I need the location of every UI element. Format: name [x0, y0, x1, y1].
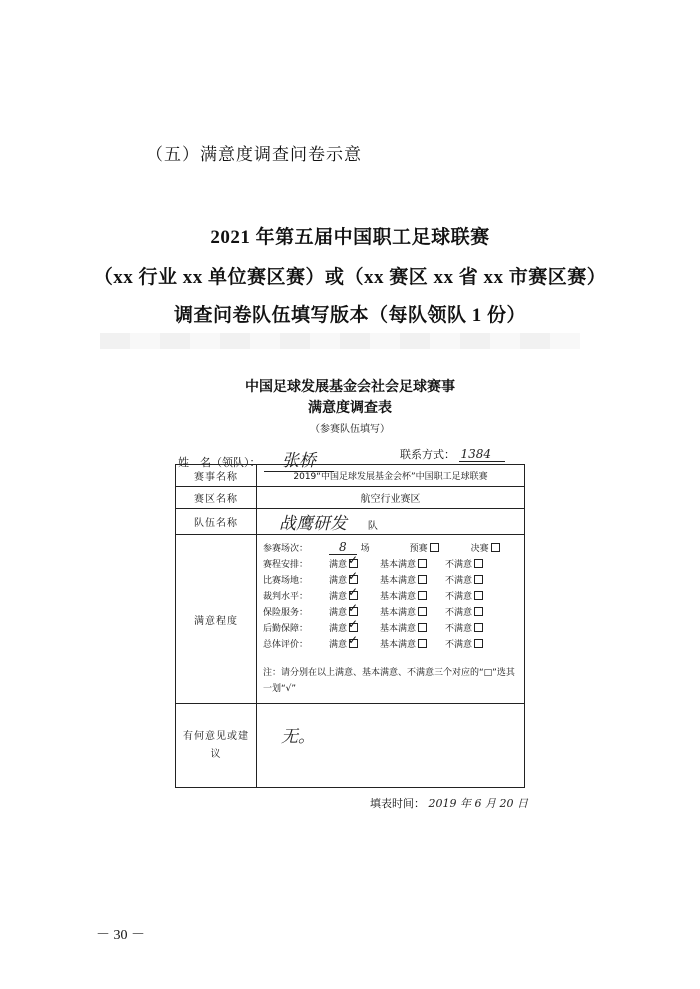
fill-time-label: 填表时间：	[370, 797, 425, 810]
survey-table	[175, 464, 525, 788]
fill-time-value: 2019 年 6 月 20 日	[428, 797, 528, 810]
rating-option-basic[interactable]	[380, 573, 427, 586]
rating-option-label: 满意	[329, 591, 348, 602]
matches-row	[263, 539, 518, 555]
rating-checkbox[interactable]	[349, 639, 358, 648]
rating-row	[263, 587, 518, 603]
rating-option-label: 基本满意	[380, 639, 417, 650]
rating-row	[263, 603, 518, 619]
rating-row	[263, 571, 518, 587]
zone-label: 赛区名称	[176, 487, 257, 509]
satisfaction-cell	[257, 535, 525, 704]
rating-label: 总体评价：	[263, 639, 309, 650]
rating-option-basic[interactable]	[380, 637, 427, 650]
rating-checkbox[interactable]	[349, 591, 358, 600]
prelim-option[interactable]	[410, 541, 439, 554]
event-value: 2019“中国足球发展基金会杯”中国职工足球联赛	[257, 465, 525, 487]
rating-checkbox[interactable]	[474, 591, 483, 600]
rating-option-unsatisfied[interactable]	[445, 605, 483, 618]
rating-option-label: 不满意	[445, 623, 473, 634]
rating-option-label: 不满意	[445, 559, 473, 570]
rating-label: 裁判水平：	[263, 591, 309, 602]
opinion-label: 有何意见或建议	[176, 704, 257, 788]
contact-value: 1384	[459, 447, 506, 462]
rating-option-label: 不满意	[445, 639, 473, 650]
form-title-1: 中国足球发展基金会社会足球赛事	[245, 379, 455, 395]
rating-option-unsatisfied[interactable]	[445, 621, 483, 634]
matches-value: 8	[329, 540, 357, 555]
rating-checkbox[interactable]	[418, 575, 427, 584]
fill-time	[370, 795, 528, 811]
event-row	[176, 465, 525, 487]
rating-row	[263, 635, 518, 651]
rating-option-label: 基本满意	[380, 575, 417, 586]
document-title-line-3: 调查问卷队伍填写版本（每队领队 1 份）	[173, 305, 526, 326]
rating-checkbox[interactable]	[349, 607, 358, 616]
final-option[interactable]	[471, 541, 500, 554]
rating-items	[263, 555, 518, 651]
rating-option-label: 基本满意	[380, 623, 417, 634]
zone-row	[176, 487, 525, 509]
prelim-checkbox[interactable]	[430, 543, 439, 552]
rating-checkbox[interactable]	[474, 623, 483, 632]
rating-option-label: 满意	[329, 575, 348, 586]
form-title-2: 满意度调查表	[308, 400, 392, 416]
rating-label: 后勤保障：	[263, 623, 309, 634]
rating-checkbox[interactable]	[349, 575, 358, 584]
form-title-3: （参赛队伍填写）	[310, 424, 390, 435]
form-note: 注：请分别在以上满意、基本满意、不满意三个对应的“□”选其一划“√”	[263, 668, 515, 694]
contact-field	[400, 446, 505, 462]
rating-label: 赛程安排：	[263, 559, 309, 570]
rating-option-label: 不满意	[445, 607, 473, 618]
opinion-value: 无。	[281, 727, 315, 747]
rating-checkbox[interactable]	[349, 559, 358, 568]
rating-checkbox[interactable]	[418, 639, 427, 648]
rating-checkbox[interactable]	[418, 607, 427, 616]
rating-checkbox[interactable]	[474, 607, 483, 616]
satisfaction-row	[176, 535, 525, 704]
rating-option-label: 满意	[329, 623, 348, 634]
team-value: 战鹰研发	[279, 514, 347, 534]
matches-unit: 场	[360, 543, 370, 554]
opinion-cell	[257, 704, 525, 788]
rating-checkbox[interactable]	[474, 575, 483, 584]
team-label: 队伍名称	[176, 509, 257, 535]
rating-checkbox[interactable]	[349, 623, 358, 632]
rating-option-label: 不满意	[445, 575, 473, 586]
rating-option-basic[interactable]	[380, 605, 427, 618]
rating-checkbox[interactable]	[418, 623, 427, 632]
rating-option-label: 满意	[329, 559, 348, 570]
final-checkbox[interactable]	[491, 543, 500, 552]
team-cell	[257, 509, 525, 535]
event-label: 赛事名称	[176, 465, 257, 487]
rating-option-label: 基本满意	[380, 559, 417, 570]
rating-option-basic[interactable]	[380, 589, 427, 602]
rating-option-satisfied[interactable]	[329, 637, 358, 650]
team-row	[176, 509, 525, 535]
zone-value: 航空行业赛区	[257, 487, 525, 509]
contact-label: 联系方式：	[400, 448, 455, 461]
name-label: 姓 名（领队）：	[178, 456, 261, 469]
rating-checkbox[interactable]	[474, 639, 483, 648]
rating-label: 保险服务：	[263, 607, 309, 618]
rating-label: 比赛场地：	[263, 575, 309, 586]
rating-checkbox[interactable]	[474, 559, 483, 568]
rating-option-unsatisfied[interactable]	[445, 573, 483, 586]
team-suffix: 队	[367, 521, 378, 532]
scan-bleed-through	[100, 333, 580, 349]
prelim-label: 预赛	[409, 543, 428, 554]
rating-option-unsatisfied[interactable]	[445, 557, 483, 570]
matches-label: 参赛场次：	[263, 543, 309, 554]
rating-option-unsatisfied[interactable]	[445, 589, 483, 602]
document-title-line-2: （xx 行业 xx 单位赛区赛）或（xx 赛区 xx 省 xx 市赛区赛）	[93, 267, 607, 288]
rating-row	[263, 619, 518, 635]
opinion-row	[176, 704, 525, 788]
satisfaction-label: 满意程度	[176, 535, 257, 704]
rating-option-label: 满意	[329, 639, 348, 650]
final-label: 决赛	[470, 543, 489, 554]
rating-option-label: 满意	[329, 607, 348, 618]
rating-option-basic[interactable]	[380, 557, 427, 570]
rating-option-label: 不满意	[445, 591, 473, 602]
rating-option-unsatisfied[interactable]	[445, 637, 483, 650]
rating-option-label: 基本满意	[380, 607, 417, 618]
rating-checkbox[interactable]	[418, 559, 427, 568]
rating-option-basic[interactable]	[380, 621, 427, 634]
rating-checkbox[interactable]	[418, 591, 427, 600]
page-number: － 30 －	[96, 928, 145, 943]
document-title-line-1: 2021 年第五届中国职工足球联赛	[210, 227, 490, 248]
rating-option-label: 基本满意	[380, 591, 417, 602]
section-title: （五）满意度调查问卷示意	[146, 145, 362, 165]
name-value: 张桥	[264, 451, 334, 472]
rating-row	[263, 555, 518, 571]
